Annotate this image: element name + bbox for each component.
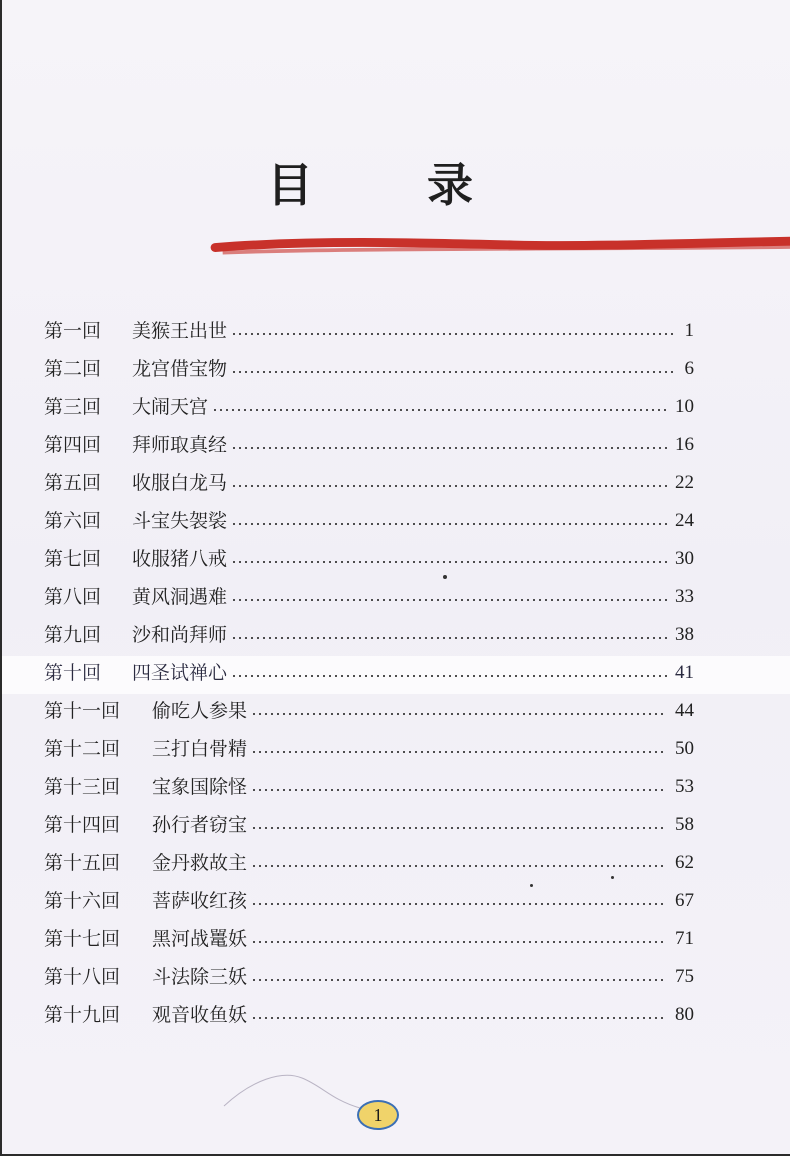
title-underline <box>210 210 790 280</box>
toc-leader-dots <box>251 865 667 867</box>
toc-chapter-number: 第一回 <box>44 320 102 342</box>
toc-entry[interactable] <box>44 692 694 730</box>
toc-entry[interactable] <box>44 920 694 958</box>
toc-page-number: 1 <box>684 320 694 341</box>
toc-chapter-title: 黑河战鼍妖 <box>152 928 248 950</box>
toc-chapter-title: 偷吃人参果 <box>152 700 248 722</box>
toc-leader-dots <box>251 979 667 981</box>
toc-chapter-title: 美猴王出世 <box>132 320 228 342</box>
toc-chapter-number: 第六回 <box>44 510 102 532</box>
toc-chapter-number: 第十六回 <box>44 890 121 912</box>
toc-entry[interactable] <box>44 502 694 540</box>
toc-leader-dots <box>231 561 667 563</box>
toc-chapter-number: 第二回 <box>44 358 102 380</box>
toc-chapter-number: 第十二回 <box>44 738 121 760</box>
toc-entry[interactable] <box>44 312 694 350</box>
toc-page-number: 22 <box>675 472 694 493</box>
toc-chapter-title: 金丹救故主 <box>152 852 248 874</box>
toc-page-number: 30 <box>675 548 694 569</box>
toc-page-number: 33 <box>675 586 694 607</box>
toc-chapter-title: 斗法除三妖 <box>152 966 248 988</box>
toc-entry[interactable] <box>44 540 694 578</box>
toc-chapter-number: 第八回 <box>44 586 102 608</box>
toc-chapter-number: 第七回 <box>44 548 102 570</box>
toc-page-number: 67 <box>675 890 694 911</box>
toc-leader-dots <box>231 333 676 335</box>
toc-chapter-number: 第十一回 <box>44 700 121 722</box>
toc-chapter-title: 收服猪八戒 <box>132 548 228 570</box>
toc-chapter-number: 第十九回 <box>44 1004 121 1026</box>
toc-entry[interactable] <box>44 844 694 882</box>
toc-page-number: 71 <box>675 928 694 949</box>
toc-leader-dots <box>231 523 667 525</box>
toc-page-number: 80 <box>675 1004 694 1025</box>
toc-chapter-number: 第九回 <box>44 624 102 646</box>
toc-leader-dots <box>251 713 667 715</box>
toc-chapter-title: 斗宝失袈裟 <box>132 510 228 532</box>
toc-chapter-title: 观音收鱼妖 <box>152 1004 248 1026</box>
toc-chapter-number: 第十五回 <box>44 852 121 874</box>
toc-entry[interactable] <box>44 730 694 768</box>
toc-entry[interactable] <box>44 578 694 616</box>
toc-leader-dots <box>251 1017 667 1019</box>
toc-entry[interactable] <box>44 996 694 1034</box>
toc-page-number: 16 <box>675 434 694 455</box>
toc-leader-dots <box>231 371 676 373</box>
toc-leader-dots <box>251 827 667 829</box>
toc-entry[interactable] <box>44 426 694 464</box>
toc-page-number: 24 <box>675 510 694 531</box>
toc-page-number: 38 <box>675 624 694 645</box>
toc-chapter-title: 拜师取真经 <box>132 434 228 456</box>
toc-page-number: 41 <box>675 662 694 683</box>
toc-leader-dots <box>231 485 667 487</box>
title-char-2: 录 <box>427 158 473 212</box>
speck-mark <box>443 575 447 579</box>
toc-page-number: 53 <box>675 776 694 797</box>
toc-chapter-title: 孙行者窃宝 <box>152 814 248 836</box>
toc-chapter-title: 三打白骨精 <box>152 738 248 760</box>
page-number-badge: 1 <box>357 1100 399 1130</box>
toc-entry[interactable] <box>44 882 694 920</box>
toc-leader-dots <box>251 903 667 905</box>
speck-mark <box>530 884 533 887</box>
toc-entry[interactable] <box>44 958 694 996</box>
toc-chapter-number: 第三回 <box>44 396 102 418</box>
toc-leader-dots <box>212 409 667 411</box>
toc-entry[interactable] <box>44 616 694 654</box>
toc-leader-dots <box>251 751 667 753</box>
toc-chapter-title: 收服白龙马 <box>132 472 228 494</box>
table-of-contents <box>44 312 694 1034</box>
toc-page-number: 6 <box>684 358 694 379</box>
toc-entry[interactable] <box>44 806 694 844</box>
toc-page-number: 58 <box>675 814 694 835</box>
toc-entry[interactable] <box>44 388 694 426</box>
toc-chapter-number: 第十回 <box>44 662 102 684</box>
toc-page-number: 50 <box>675 738 694 759</box>
toc-leader-dots <box>231 637 667 639</box>
toc-page-number: 62 <box>675 852 694 873</box>
toc-entry[interactable] <box>44 768 694 806</box>
toc-page-number: 75 <box>675 966 694 987</box>
toc-leader-dots <box>231 447 667 449</box>
speck-mark <box>611 876 614 879</box>
toc-chapter-number: 第五回 <box>44 472 102 494</box>
toc-chapter-number: 第十八回 <box>44 966 121 988</box>
toc-chapter-number: 第十三回 <box>44 776 121 798</box>
decorative-curve <box>222 1060 362 1110</box>
toc-entry[interactable] <box>44 654 694 692</box>
toc-chapter-number: 第四回 <box>44 434 102 456</box>
toc-page-number: 10 <box>675 396 694 417</box>
title-char-1: 目 <box>267 158 313 212</box>
toc-chapter-title: 大闹天宫 <box>132 396 209 418</box>
toc-chapter-title: 龙宫借宝物 <box>132 358 228 380</box>
toc-entry[interactable] <box>44 350 694 388</box>
toc-chapter-number: 第十七回 <box>44 928 121 950</box>
toc-leader-dots <box>231 599 667 601</box>
toc-chapter-title: 沙和尚拜师 <box>132 624 228 646</box>
toc-chapter-title: 黄风洞遇难 <box>132 586 228 608</box>
toc-leader-dots <box>251 941 667 943</box>
toc-page-number: 44 <box>675 700 694 721</box>
toc-entry[interactable] <box>44 464 694 502</box>
toc-chapter-title: 四圣试禅心 <box>132 662 228 684</box>
toc-leader-dots <box>251 789 667 791</box>
toc-chapter-title: 宝象国除怪 <box>152 776 248 798</box>
toc-chapter-number: 第十四回 <box>44 814 121 836</box>
toc-chapter-title: 菩萨收红孩 <box>152 890 248 912</box>
toc-leader-dots <box>231 675 667 677</box>
